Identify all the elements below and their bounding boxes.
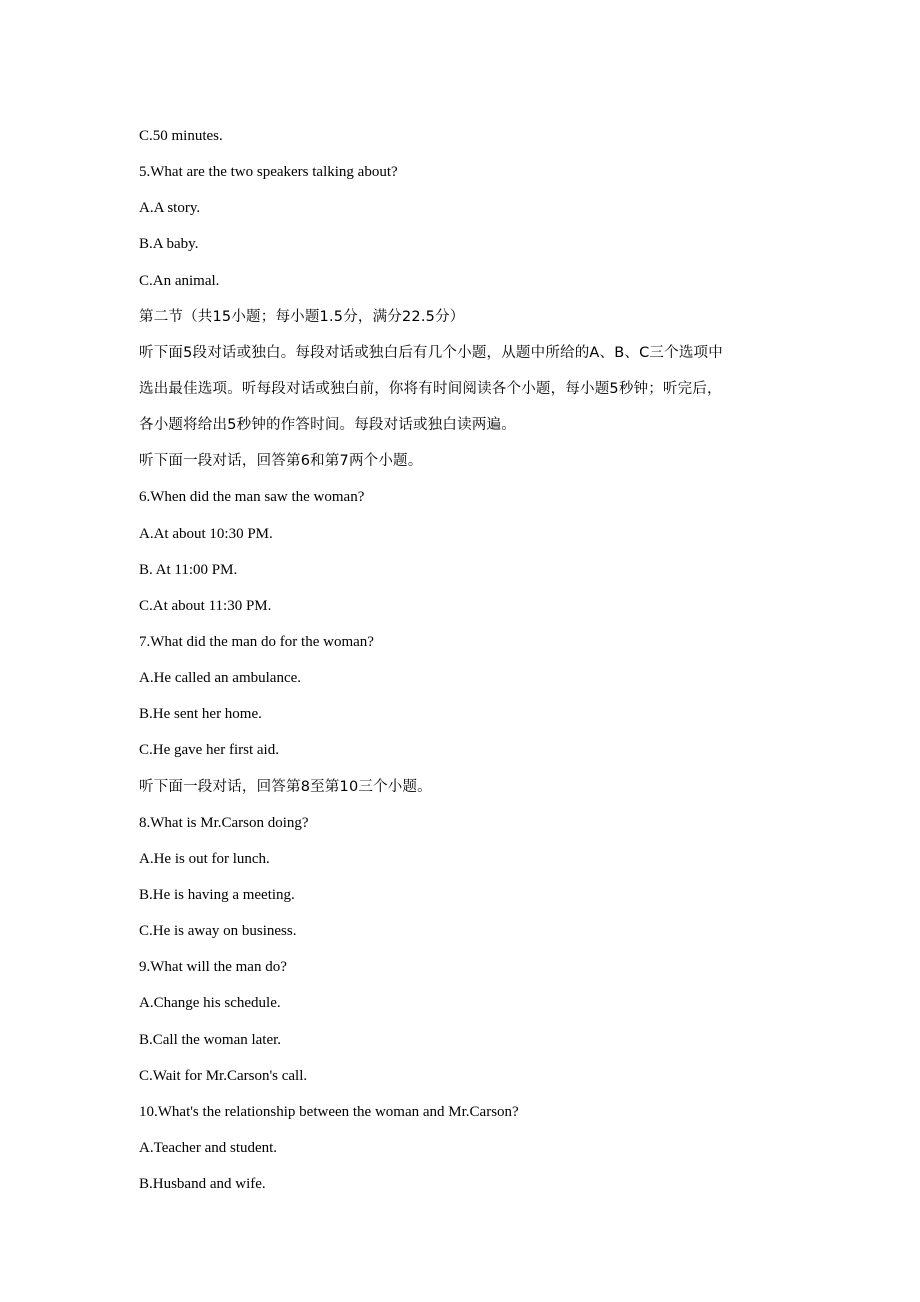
option-10b: B.Husband and wife.	[139, 1176, 266, 1193]
question-10: 10.What's the relationship between the woman and Mr.Carson?	[139, 1103, 519, 1120]
instruction-line-3: 各小题将给出5秒钟的作答时间。每段对话或独白读两遍。	[139, 417, 516, 434]
question-7: 7.What did the man do for the woman?	[139, 633, 374, 650]
option-5c: C.An animal.	[139, 272, 220, 289]
option-8a: A.He is out for lunch.	[139, 850, 270, 867]
option-5a: A.A story.	[139, 200, 201, 217]
option-10a: A.Teacher and student.	[139, 1139, 278, 1156]
question-8: 8.What is Mr.Carson doing?	[139, 814, 309, 831]
dialogue-instruction-6-7: 听下面一段对话，回答第6和第7两个小题。	[139, 453, 423, 470]
option-9a: A.Change his schedule.	[139, 995, 281, 1012]
option-9b: B.Call the woman later.	[139, 1031, 282, 1048]
option-8b: B.He is having a meeting.	[139, 886, 295, 903]
option-7b: B.He sent her home.	[139, 706, 262, 723]
dialogue-instruction-8-10: 听下面一段对话，回答第8至第10三个小题。	[139, 778, 432, 795]
section-heading: 第二节（共15小题；每小题1.5分，满分22.5分）	[139, 308, 465, 325]
option-6b: B. At 11:00 PM.	[139, 561, 238, 578]
document-page	[139, 118, 799, 1202]
option-7a: A.He called an ambulance.	[139, 670, 302, 687]
instruction-line-2: 选出最佳选项。听每段对话或独白前，你将有时间阅读各个小题，每小题5秒钟；听完后，	[139, 380, 722, 397]
option-5b: B.A baby.	[139, 236, 199, 253]
question-5: 5.What are the two speakers talking about?	[139, 164, 398, 181]
instruction-line-1: 听下面5段对话或独白。每段对话或独白后有几个小题，从题中所给的A、B、C三个选项中	[139, 344, 723, 361]
option-8c: C.He is away on business.	[139, 923, 297, 940]
option-9c: C.Wait for Mr.Carson's call.	[139, 1067, 308, 1084]
option-6a: A.At about 10:30 PM.	[139, 525, 273, 542]
option-7c: C.He gave her first aid.	[139, 742, 279, 759]
question-6: 6.When did the man saw the woman?	[139, 489, 365, 506]
option-6c: C.At about 11:30 PM.	[139, 597, 272, 614]
option-4c: C.50 minutes.	[139, 128, 223, 144]
question-9: 9.What will the man do?	[139, 959, 287, 976]
